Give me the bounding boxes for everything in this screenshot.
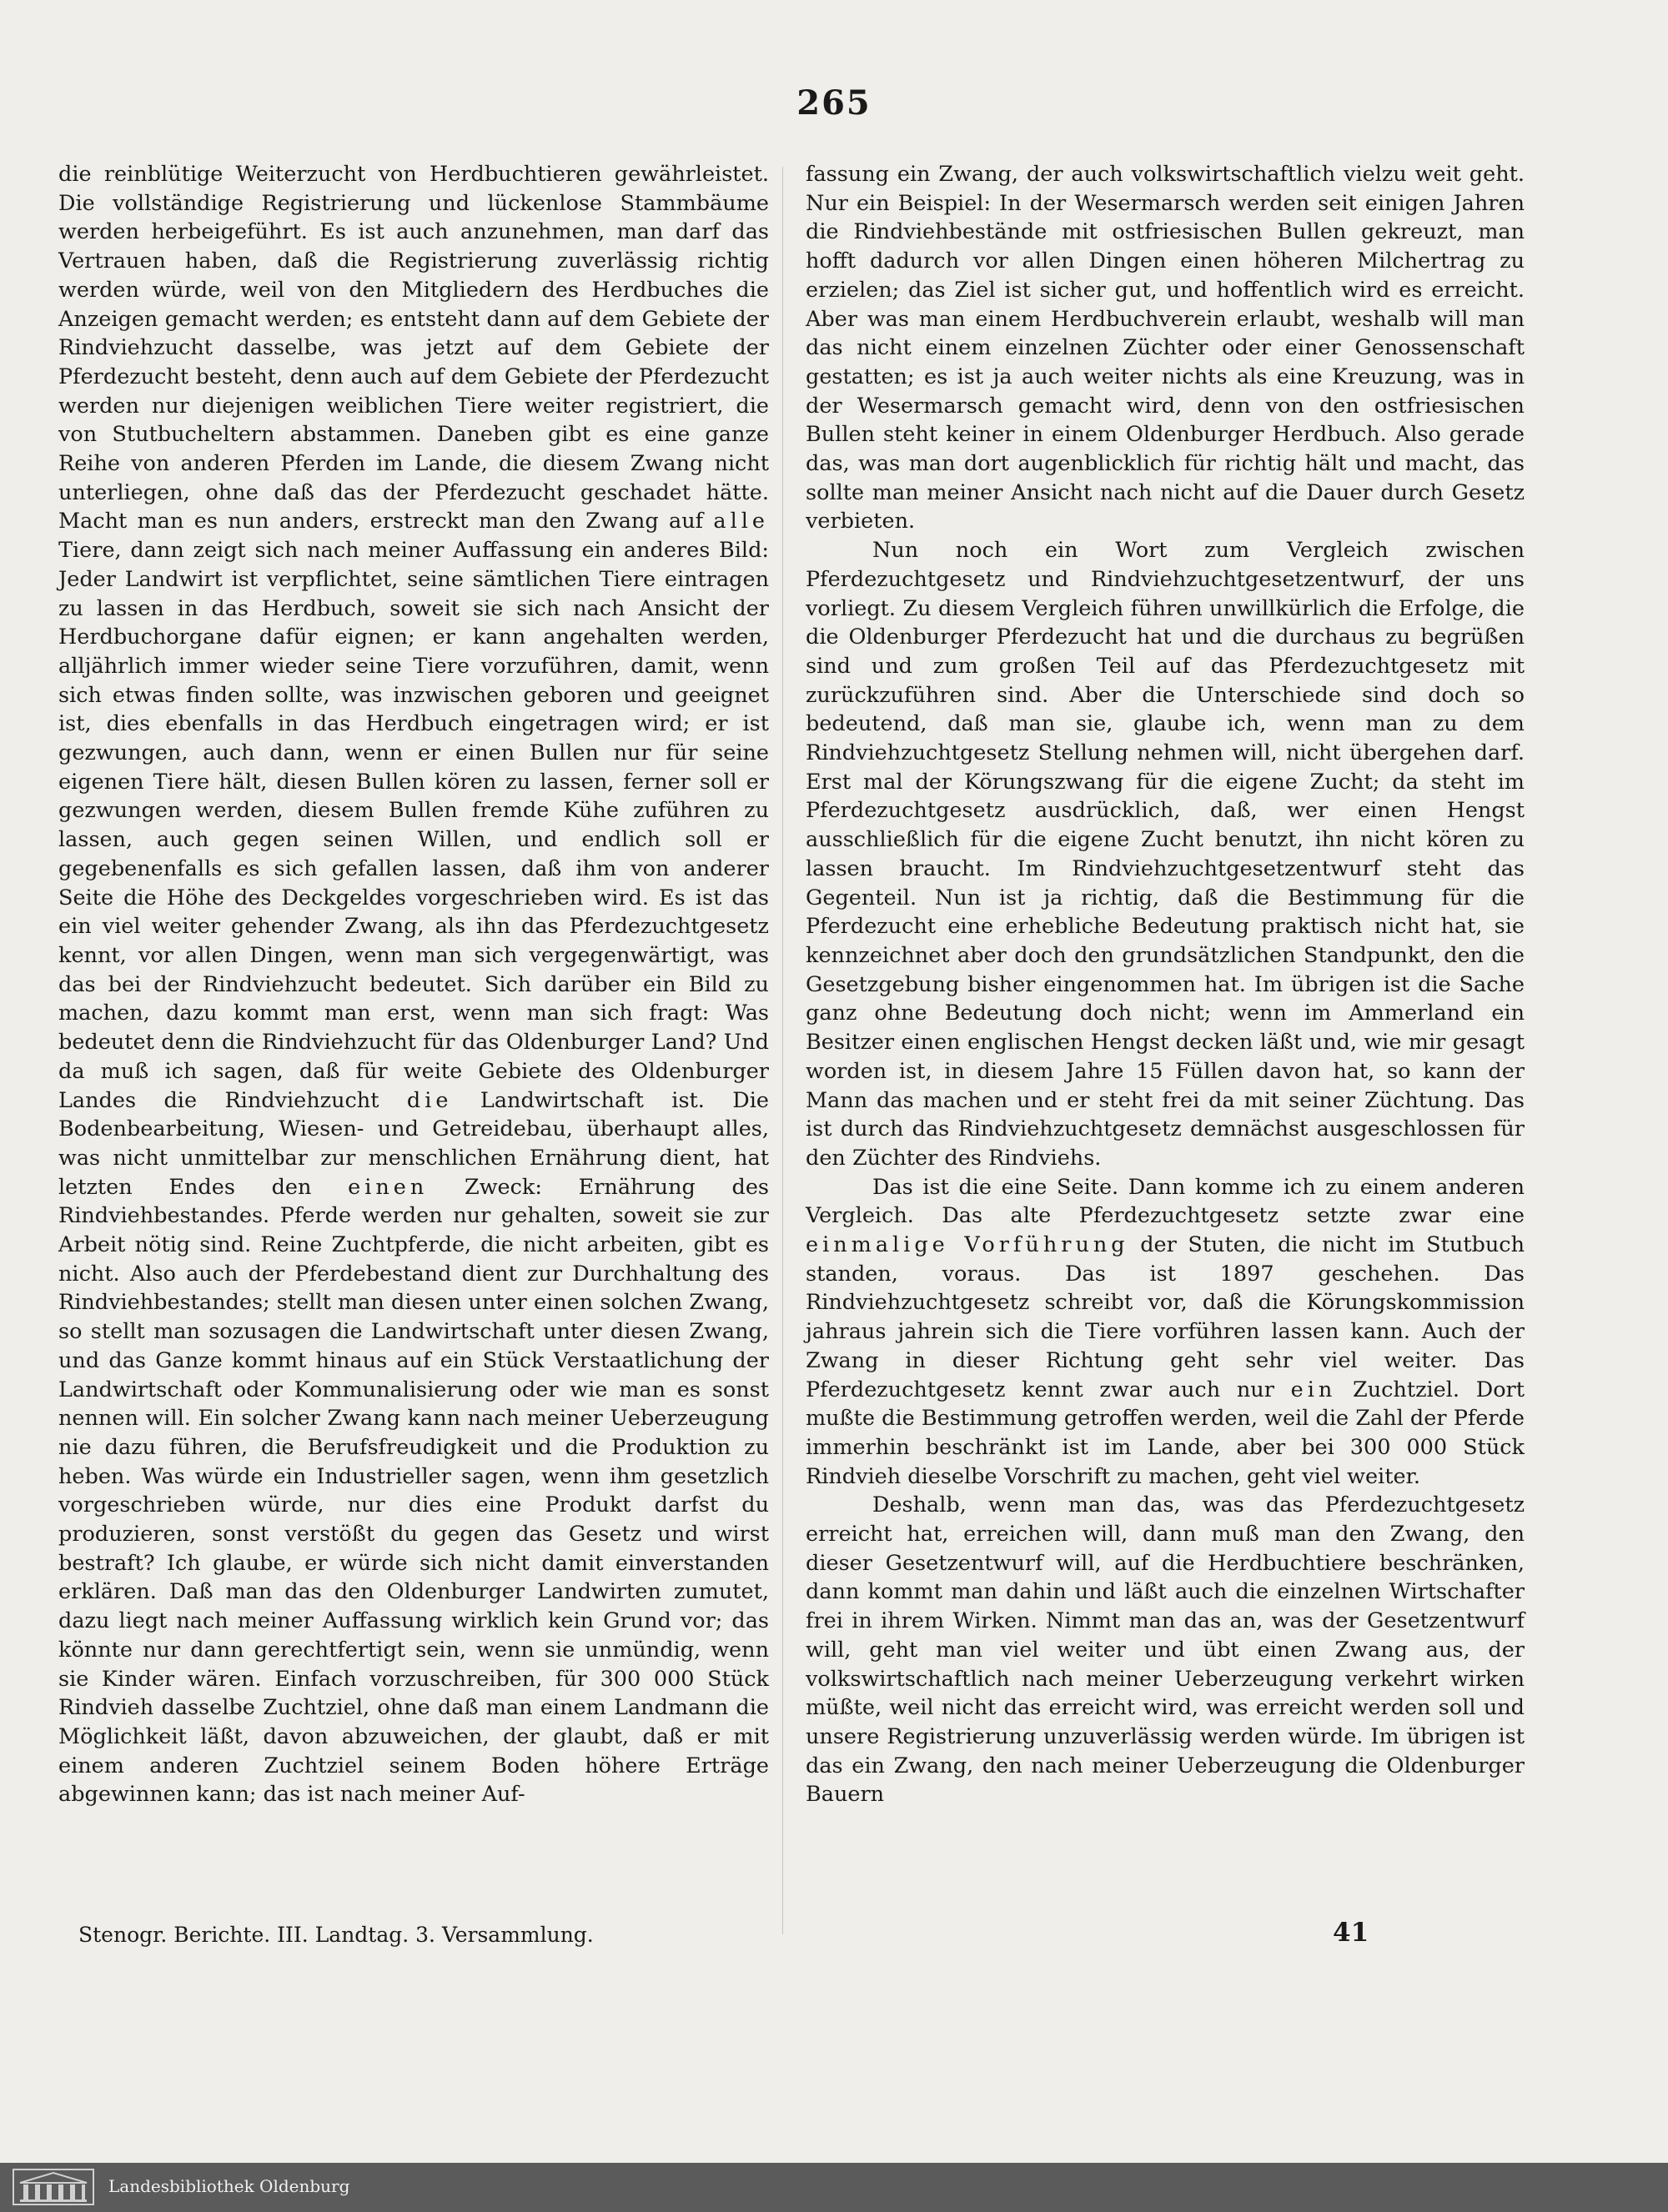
right-emphasis-ein: ein <box>1290 1377 1337 1402</box>
right-paragraph-3 <box>806 1173 1525 1492</box>
right-paragraph-2: Nun noch ein Wort zum Vergleich zwischen Pferdezuchtgesetz und Rindviehzuchtgesetzentwurf, der uns vorliegt. Zu diesem Vergleich führen unwillkürlich die Erfolge, die die Oldenburger Pferdezucht hat und die durchaus zu begrüßen sind und zum großen Teil auf das Pferdezuchtgesetz mit zurückzuführen sind. Aber die Unterschiede sind doch so bedeutend, daß man sie, glaube ich, wenn man zu dem Rindviehzuchtgesetz Stellung nehmen will, nicht übergehen darf. Erst mal der Körungszwang für die eigene Zucht; da steht im Pferdezuchtgesetz ausdrücklich, daß, wer einen Hengst ausschließlich für die eigene Zucht benutzt, ihn nicht kören zu lassen braucht. Im Rindviehzuchtgesetzentwurf steht das Gegenteil. Nun ist ja richtig, daß die Bestimmung für die Pferdezucht eine erhebliche Bedeutung praktisch nicht hat, sie kennzeichnet aber doch den grundsätzlichen Standpunkt, den die Gesetzgebung bisher eingenommen hat. Im übrigen ist die Sache ganz ohne Bedeutung doch nicht; wenn im Ammerland ein Besitzer einen englischen Hengst decken läßt und, wie mir gesagt worden ist, in diesem Jahre 15 Füllen davon hat, so kann der Mann das machen und er steht frei da mit seiner Züchtung. Das ist durch das Rindviehzuchtgesetz demnächst ausgeschlossen für den Züchter des Rindviehs. <box>806 538 1525 1171</box>
left-text-a: die reinblütige Weiterzucht von Herdbuchtieren gewährleistet. Die vollständige Registrierung und lückenlose Stammbäume werden herbeigeführt. Es ist auch anzunehmen, man darf das Vertrauen haben, daß die Registrierung zuverlässig richtig werden würde, weil von den Mitgliedern des Herdbuches die Anzeigen gemacht werden; es entsteht dann auf dem Gebiete der Rindviehzucht dasselbe, was jetzt auf dem Gebiete der Pferdezucht besteht, denn auch auf dem Gebiete der Pferdezucht werden nur diejenigen weiblichen Tiere weiter registriert, die von Stutbucheltern abstammen. Daneben gibt es eine ganze Reihe von anderen Pferden im Lande, die diesem Zwang nicht unterliegen, ohne daß das der Pferdezucht geschadet hätte. Macht man es nun anders, erstreckt man den Zwang auf <box>58 162 769 534</box>
left-text-b: Tiere, dann zeigt sich nach meiner Auffassung ein anderes Bild: Jeder Landwirt ist verpflichtet, seine sämtlichen Tiere eintragen zu lassen in das Herdbuch, soweit sie sich nach Ansicht der Herdbuchorgane dafür eignen; er kann angehalten werden, alljährlich immer wieder seine Tiere vorzuführen, damit, wenn sich etwas finden sollte, was inzwischen geboren und geeignet ist, dies ebenfalls in das Herdbuch eingetragen wird; er ist gezwungen, auch dann, wenn er einen Bullen nur für seine eigenen Tiere hält, diesen Bullen kören zu lassen, ferner soll er gezwungen werden, diesem Bullen fremde Kühe zuführen zu lassen, auch gegen seinen Willen, und endlich soll er gegebenenfalls es sich gefallen lassen, daß ihm von anderer Seite die Höhe des Deckgeldes vorgeschrieben wird. Es ist das ein viel weiter gehender Zwang, als ihn das Pferdezuchtgesetz kennt, vor allen Dingen, wenn man sich vergegenwärtigt, was das bei der Rindviehzucht bedeutet. Sich darüber ein Bild zu machen, dazu kommt man erst, wenn man sich fragt: Was bedeutet denn die Rindviehzucht für das Oldenburger Land? Und da muß ich sagen, daß für weite Gebiete des Oldenburger Landes die Rindviehzucht <box>58 538 769 1113</box>
footer-signature: Stenogr. Berichte. III. Landtag. 3. Versammlung. <box>78 1923 594 1947</box>
left-emphasis-all: alle <box>713 509 770 534</box>
left-text-c: Landwirtschaft ist. Die Bodenbearbeitung, Wiesen- und Getreidebau, überhaupt alles, was nicht unmittelbar zur menschlichen Ernährung dient, hat letzten Endes den <box>58 1087 769 1200</box>
left-emphasis-die: die <box>406 1087 453 1113</box>
right-paragraph-1: fassung ein Zwang, der auch volkswirtschaftlich vielzu weit geht. Nur ein Beispiel: In der Wesermarsch werden seit einigen Jahren die Rindviehbestände mit ostfriesischen Bullen gekreuzt, man hofft dadurch vor allen Dingen einen höheren Milchertrag zu erzielen; das Ziel ist sicher gut, und hoffentlich wird es erreicht. Aber was man einem Herdbuchverein erlaubt, weshalb will man das nicht einem einzelnen Züchter oder einer Genossenschaft gestatten; es ist ja auch weiter nichts als eine Kreuzung, was in der Wesermarsch gemacht wird, denn von den ostfriesischen Bullen steht keiner in einem Oldenburger Herdbuch. Also gerade das, was man dort augenblicklich für richtig hält und macht, das sollte man meiner Ansicht nach nicht auf die Dauer durch Gesetz verbieten. <box>806 162 1525 534</box>
left-text-d: Zweck: Ernährung des Rindviehbestandes. Pferde werden nur gehalten, soweit sie zur Arbeit nötig sind. Reine Zuchtpferde, die nicht arbeiten, gibt es nicht. Also auch der Pferdebestand dient zur Durchhaltung des Rindviehbestandes; stellt man diesen unter einen solchen Zwang, so stellt man sozusagen die Landwirtschaft unter diesen Zwang, und das Ganze kommt hinaus auf ein Stück Verstaatlichung der Landwirtschaft oder Kommunalisierung oder wie man es sonst nennen will. Ein solcher Zwang kann nach meiner Ueberzeugung nie dazu führen, die Berufsfreudigkeit und die Produktion zu heben. Was würde ein Industrieller sagen, wenn ihm gesetzlich vorgeschrieben würde, nur dies eine Produkt darfst du produzieren, sonst verstößt du gegen das Gesetz und wirst bestraft? Ich glaube, er würde sich nicht damit einverstanden erklären. Daß man das den Oldenburger Landwirten zumutet, dazu liegt nach meiner Auffassung wirklich kein Grund vor; das könnte nur dann gerechtfertigt sein, wenn sie unmündig, wenn sie Kinder wären. Einfach vorzuschreiben, für 300 000 Stück Rindvieh dasselbe Zuchtziel, ohne daß man einem Landmann die Möglichkeit läßt, davon abzuweichen, der glaubt, daß er mit einem anderen Zuchtziel seinem Boden höhere Erträge abgewinnen kann; das ist nach meiner Auf- <box>58 1174 770 1808</box>
column-divider <box>782 167 783 1934</box>
right-emphasis-einmalige: einmalige Vorführung <box>806 1232 1129 1258</box>
footer-sheet-number: 41 <box>1333 1918 1369 1948</box>
right-text-a: Das ist die eine Seite. Dann komme ich zu einem anderen Vergleich. Das alte Pferdezuchtgesetz setzte zwar eine <box>806 1174 1525 1229</box>
left-emphasis-einen: einen <box>348 1174 429 1200</box>
left-paragraph-1 <box>58 160 769 1809</box>
right-text-c: Zuchtziel. Dort mußte die Bestimmung getroffen werden, weil die Zahl der Pferde immerhin beschränkt ist im Lande, aber bei 300 000 Stück Rindvieh dieselbe Vorschrift zu machen, geht viel weiter. <box>806 1377 1525 1489</box>
page-number: 265 <box>796 83 872 123</box>
left-column <box>58 160 769 1809</box>
right-column <box>806 160 1525 1809</box>
right-paragraph-4: Deshalb, wenn man das, was das Pferdezuchtgesetz erreicht hat, erreichen will, dann muß man den Zwang, den dieser Gesetzentwurf will, auf die Herdbuchtiere beschränken, dann kommt man dahin und läßt auch die einzelnen Wirtschafter frei in ihrem Wirken. Nimmt man das an, was der Gesetzentwurf will, geht man viel weiter und übt einen Zwang aus, der volkswirtschaftlich nach meiner Ueberzeugung verkehrt wirken müßte, weil nicht das erreicht wird, was erreicht werden soll und unsere Registrierung unzuverlässig werden würde. Im übrigen ist das ein Zwang, den nach meiner Ueberzeugung die Oldenburger Bauern <box>806 1492 1525 1808</box>
library-building-icon <box>12 2168 95 2206</box>
library-watermark-bar <box>0 2163 1668 2212</box>
library-name: Landesbibliothek Oldenburg <box>108 2176 350 2196</box>
right-text-b: der Stuten, die nicht im Stutbuch standen, voraus. Das ist 1897 geschehen. Das Rindviehzuchtgesetz schreibt vor, daß die Körungskommission jahraus jahrein sich die Tiere vorführen lassen kann. Auch der Zwang in dieser Richtung geht sehr viel weiter. Das Pferdezuchtgesetz kennt zwar auch nur <box>806 1232 1525 1402</box>
